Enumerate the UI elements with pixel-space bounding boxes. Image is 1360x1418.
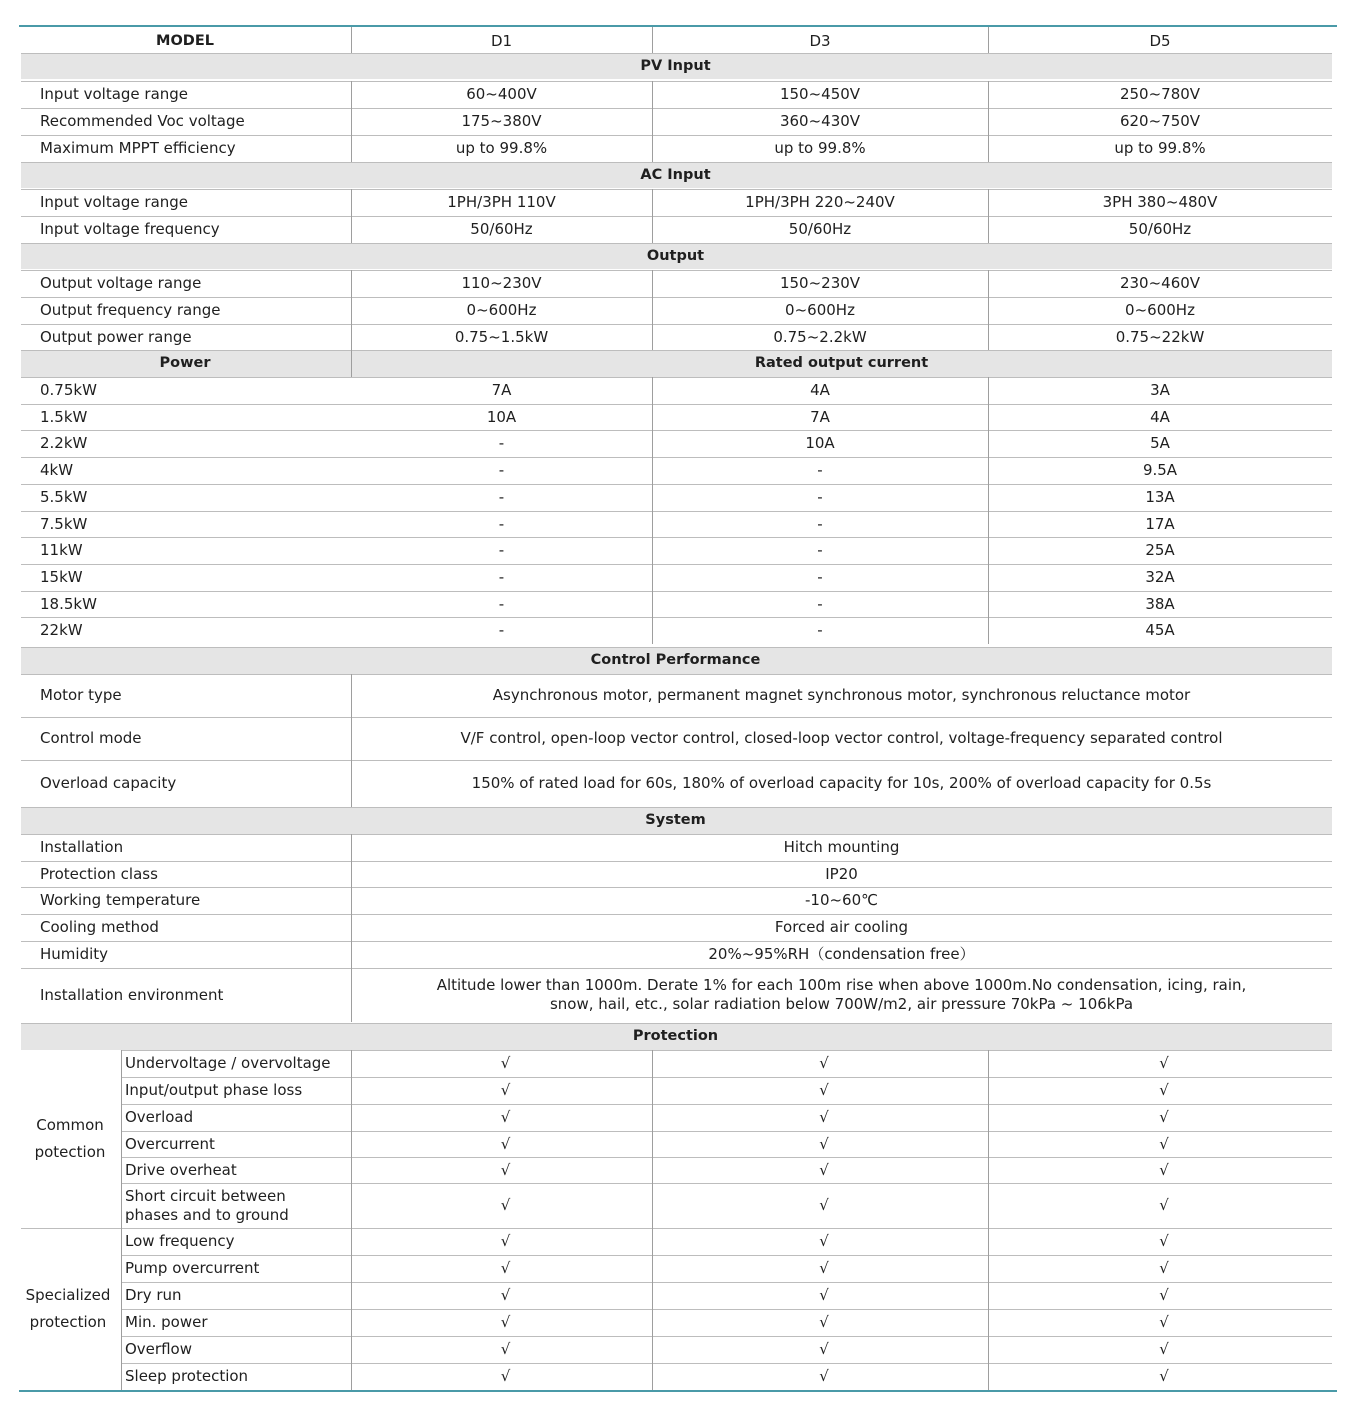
ac_input-row-value: 50/60Hz bbox=[788, 220, 852, 238]
pv_input-row-value: 150~450V bbox=[779, 85, 861, 103]
power-row-label: 7.5kW bbox=[40, 515, 88, 533]
check-mark: √ bbox=[819, 1135, 829, 1153]
output-row-value: 110~230V bbox=[461, 274, 542, 292]
output-row-label: Output voltage range bbox=[40, 274, 202, 292]
protection-item-label: Undervoltage / overvoltage bbox=[125, 1054, 331, 1072]
current-row-value: 25A bbox=[1145, 541, 1175, 559]
control-row-value: V/F control, open-loop vector control, closed-loop vector control, voltage-frequency separated control bbox=[460, 729, 1223, 747]
current-row-value: - bbox=[817, 595, 823, 613]
check-mark: √ bbox=[500, 1196, 511, 1214]
current-row-value: - bbox=[817, 541, 823, 559]
check-mark: √ bbox=[819, 1108, 829, 1126]
check-mark: √ bbox=[1159, 1259, 1169, 1277]
column-divider bbox=[652, 27, 653, 53]
ac_input-row-label: Input voltage frequency bbox=[40, 220, 220, 238]
output-title: Output bbox=[646, 247, 705, 264]
check-mark: √ bbox=[1159, 1161, 1169, 1179]
protection-item-label: Low frequency bbox=[125, 1232, 235, 1250]
column-divider bbox=[652, 377, 653, 644]
current-row-value: - bbox=[817, 461, 823, 479]
output-row-label: Output power range bbox=[40, 328, 192, 346]
pv_input-row-value: up to 99.8% bbox=[1114, 139, 1206, 157]
column-divider bbox=[652, 81, 653, 162]
column-divider bbox=[351, 834, 352, 1022]
protection-item-label: Overload bbox=[125, 1108, 194, 1126]
pv_input-row-label: Recommended Voc voltage bbox=[40, 112, 245, 130]
pv_input-row-value: 360~430V bbox=[779, 112, 861, 130]
check-mark: √ bbox=[500, 1367, 511, 1385]
specialized-label-line-2: protection bbox=[29, 1313, 107, 1331]
current-row-value: 10A bbox=[805, 434, 835, 452]
system-row-label: Working temperature bbox=[40, 890, 201, 909]
power-row-label: 2.2kW bbox=[40, 434, 88, 452]
current-row-value: - bbox=[817, 515, 823, 533]
system-row-label: Cooling method bbox=[40, 917, 159, 936]
power-row-label: 4kW bbox=[40, 461, 74, 479]
column-divider bbox=[652, 189, 653, 243]
specialized-label-line-1: Specialized bbox=[25, 1286, 111, 1304]
control-row-label: Motor type bbox=[40, 686, 122, 704]
protection-item-label: Input/output phase loss bbox=[125, 1081, 303, 1099]
column-divider bbox=[988, 377, 989, 644]
output-row-value: 0.75~1.5kW bbox=[454, 328, 549, 346]
current-row-value: 38A bbox=[1145, 595, 1175, 613]
check-mark: √ bbox=[1159, 1135, 1169, 1153]
table-bottom-rule bbox=[19, 1390, 1337, 1392]
output-row-value: 0~600Hz bbox=[1125, 301, 1195, 319]
environment-label: Installation environment bbox=[40, 985, 224, 1004]
protection-item-label: Pump overcurrent bbox=[125, 1259, 260, 1277]
system-row-value: Hitch mounting bbox=[783, 837, 900, 856]
power-header: Power bbox=[159, 355, 211, 371]
pv_input-row-label: Input voltage range bbox=[40, 85, 189, 103]
model-header-2: D3 bbox=[809, 31, 831, 50]
power-row-label: 1.5kW bbox=[40, 408, 88, 426]
current-row-value: 10A bbox=[486, 408, 517, 426]
output-row-value: 230~460V bbox=[1119, 274, 1201, 292]
column-divider bbox=[988, 1050, 989, 1390]
column-divider bbox=[988, 27, 989, 53]
column-divider bbox=[351, 350, 352, 377]
ac_input-row-value: 50/60Hz bbox=[1128, 220, 1192, 238]
column-divider bbox=[652, 270, 653, 351]
check-mark: √ bbox=[1159, 1232, 1169, 1250]
ac_input-row-label: Input voltage range bbox=[40, 193, 189, 211]
column-divider bbox=[351, 270, 352, 351]
environment-line-2: snow, hail, etc., solar radiation below 700W/m2, air pressure 70kPa ~ 106kPa bbox=[549, 995, 1134, 1013]
current-row-value: 4A bbox=[1150, 408, 1170, 426]
specialized-protection-label bbox=[19, 1228, 117, 1390]
output-row-value: 150~230V bbox=[779, 274, 861, 292]
power-row-label: 5.5kW bbox=[40, 488, 88, 506]
pv_input-row-value: 250~780V bbox=[1119, 85, 1201, 103]
common-label-line-2: potection bbox=[34, 1143, 106, 1161]
check-mark: √ bbox=[1159, 1340, 1169, 1358]
current-row-value: - bbox=[498, 541, 505, 559]
control-row-value: 150% of rated load for 60s, 180% of overload capacity for 10s, 200% of overload capacity for 0.5s bbox=[471, 774, 1212, 792]
check-mark: √ bbox=[819, 1054, 829, 1072]
check-mark: √ bbox=[819, 1161, 829, 1179]
column-divider bbox=[351, 674, 352, 807]
check-mark: √ bbox=[819, 1081, 829, 1099]
environment-line-1: Altitude lower than 1000m. Derate 1% for each 100m rise when above 1000m.No condensation, icing, rain, bbox=[436, 976, 1247, 994]
pv_input-title: PV Input bbox=[640, 57, 711, 74]
check-mark: √ bbox=[500, 1161, 511, 1179]
system-row-label: Protection class bbox=[40, 864, 158, 883]
current-row-value: 7A bbox=[491, 381, 512, 399]
system-row-value: -10~60℃ bbox=[804, 890, 878, 909]
control-row-label: Overload capacity bbox=[40, 774, 177, 792]
output-row-value: 0~600Hz bbox=[785, 301, 855, 319]
current-row-value: - bbox=[498, 461, 505, 479]
spec-table bbox=[19, 25, 1337, 1393]
column-divider bbox=[988, 270, 989, 351]
short-circuit-line-1: Short circuit between bbox=[125, 1186, 286, 1205]
check-mark: √ bbox=[500, 1340, 511, 1358]
check-mark: √ bbox=[500, 1054, 511, 1072]
protection-item-label: Overcurrent bbox=[125, 1135, 215, 1153]
power-row-label: 22kW bbox=[40, 621, 83, 639]
ac_input-title: AC Input bbox=[640, 166, 711, 183]
column-divider bbox=[351, 1050, 352, 1390]
check-mark: √ bbox=[1159, 1081, 1169, 1099]
protection-item-label: Dry run bbox=[125, 1286, 182, 1304]
power-row-label: 11kW bbox=[40, 541, 83, 559]
check-mark: √ bbox=[819, 1340, 829, 1358]
model-header-1: D1 bbox=[490, 31, 513, 50]
pv_input-row-value: up to 99.8% bbox=[774, 139, 866, 157]
protection-item-label: Min. power bbox=[125, 1313, 208, 1331]
check-mark: √ bbox=[500, 1135, 511, 1153]
output-row-value: 0.75~2.2kW bbox=[773, 328, 867, 346]
current-row-value: 7A bbox=[810, 408, 830, 426]
check-mark: √ bbox=[819, 1286, 829, 1304]
current-row-value: - bbox=[498, 488, 505, 506]
current-row-value: 3A bbox=[1150, 381, 1170, 399]
system-title: System bbox=[645, 812, 706, 828]
ac_input-row-value: 3PH 380~480V bbox=[1102, 193, 1218, 211]
current-row-value: 5A bbox=[1150, 434, 1170, 452]
pv_input-row-label: Maximum MPPT efficiency bbox=[40, 139, 236, 157]
power-row-label: 15kW bbox=[40, 568, 83, 586]
current-header: Rated output current bbox=[754, 355, 929, 371]
check-mark: √ bbox=[819, 1259, 829, 1277]
model-header-3: D5 bbox=[1149, 31, 1171, 50]
current-row-value: - bbox=[817, 621, 823, 639]
protection-item-label bbox=[121, 1183, 351, 1228]
current-row-value: - bbox=[817, 568, 823, 586]
power-row-label: 18.5kW bbox=[40, 595, 97, 613]
power-row-label: 0.75kW bbox=[40, 381, 97, 399]
ac_input-row-value: 1PH/3PH 110V bbox=[447, 193, 556, 211]
column-divider bbox=[652, 1050, 653, 1390]
system-row-value: IP20 bbox=[825, 864, 858, 883]
current-row-value: 45A bbox=[1145, 621, 1175, 639]
ac_input-row-value: 1PH/3PH 220~240V bbox=[745, 193, 895, 211]
row-divider bbox=[21, 243, 1332, 244]
current-row-value: - bbox=[817, 488, 823, 506]
check-mark: √ bbox=[500, 1108, 511, 1126]
column-divider bbox=[988, 189, 989, 243]
current-row-value: 32A bbox=[1145, 568, 1175, 586]
current-row-value: - bbox=[498, 515, 505, 533]
control-title: Control Performance bbox=[590, 652, 761, 668]
check-mark: √ bbox=[1159, 1286, 1169, 1304]
check-mark: √ bbox=[500, 1286, 511, 1304]
row-divider bbox=[21, 53, 1332, 54]
pv_input-row-value: up to 99.8% bbox=[455, 139, 548, 157]
environment-value bbox=[351, 968, 1332, 1022]
current-row-value: 17A bbox=[1145, 515, 1175, 533]
current-row-value: - bbox=[498, 568, 505, 586]
system-row-label: Humidity bbox=[40, 944, 109, 963]
check-mark: √ bbox=[500, 1232, 511, 1250]
system-row-value: 20%~95%RH（condensation free） bbox=[708, 944, 975, 963]
check-mark: √ bbox=[819, 1232, 829, 1250]
check-mark: √ bbox=[819, 1313, 829, 1331]
protection-item-label: Sleep protection bbox=[125, 1367, 249, 1385]
column-divider bbox=[351, 27, 352, 53]
check-mark: √ bbox=[500, 1259, 511, 1277]
current-row-value: 13A bbox=[1145, 488, 1175, 506]
current-row-value: 9.5A bbox=[1142, 461, 1178, 479]
check-mark: √ bbox=[1159, 1054, 1169, 1072]
current-row-value: - bbox=[498, 434, 505, 452]
column-divider bbox=[988, 81, 989, 162]
check-mark: √ bbox=[1159, 1108, 1169, 1126]
ac_input-row-value: 50/60Hz bbox=[470, 220, 533, 238]
control-row-label: Control mode bbox=[40, 729, 142, 747]
check-mark: √ bbox=[1159, 1313, 1169, 1331]
column-divider bbox=[351, 81, 352, 162]
column-divider bbox=[351, 189, 352, 243]
current-row-value: - bbox=[498, 595, 505, 613]
short-circuit-line-2: phases and to ground bbox=[125, 1205, 289, 1224]
system-row-label: Installation bbox=[40, 837, 124, 856]
check-mark: √ bbox=[1159, 1196, 1169, 1214]
common-protection-label bbox=[19, 1050, 121, 1228]
model-header-label: MODEL bbox=[156, 32, 214, 49]
pv_input-row-value: 620~750V bbox=[1119, 112, 1201, 130]
output-row-value: 0~600Hz bbox=[466, 301, 537, 319]
protection-item-label: Drive overheat bbox=[125, 1161, 237, 1179]
column-divider bbox=[121, 1050, 122, 1390]
output-row-value: 0.75~22kW bbox=[1115, 328, 1205, 346]
output-row-label: Output frequency range bbox=[40, 301, 221, 319]
check-mark: √ bbox=[819, 1196, 829, 1214]
current-row-value: - bbox=[498, 621, 505, 639]
current-row-value: 4A bbox=[810, 381, 830, 399]
check-mark: √ bbox=[500, 1313, 511, 1331]
check-mark: √ bbox=[1159, 1367, 1169, 1385]
check-mark: √ bbox=[500, 1081, 511, 1099]
system-row-value: Forced air cooling bbox=[774, 917, 909, 936]
check-mark: √ bbox=[819, 1367, 829, 1385]
common-label-line-1: Common bbox=[36, 1116, 104, 1134]
protection-item-label: Overflow bbox=[125, 1340, 192, 1358]
pv_input-row-value: 60~400V bbox=[466, 85, 537, 103]
control-row-value: Asynchronous motor, permanent magnet synchronous motor, synchronous reluctance motor bbox=[492, 686, 1191, 704]
row-divider bbox=[21, 162, 1332, 163]
pv_input-row-value: 175~380V bbox=[461, 112, 542, 130]
protection-title: Protection bbox=[632, 1028, 719, 1044]
